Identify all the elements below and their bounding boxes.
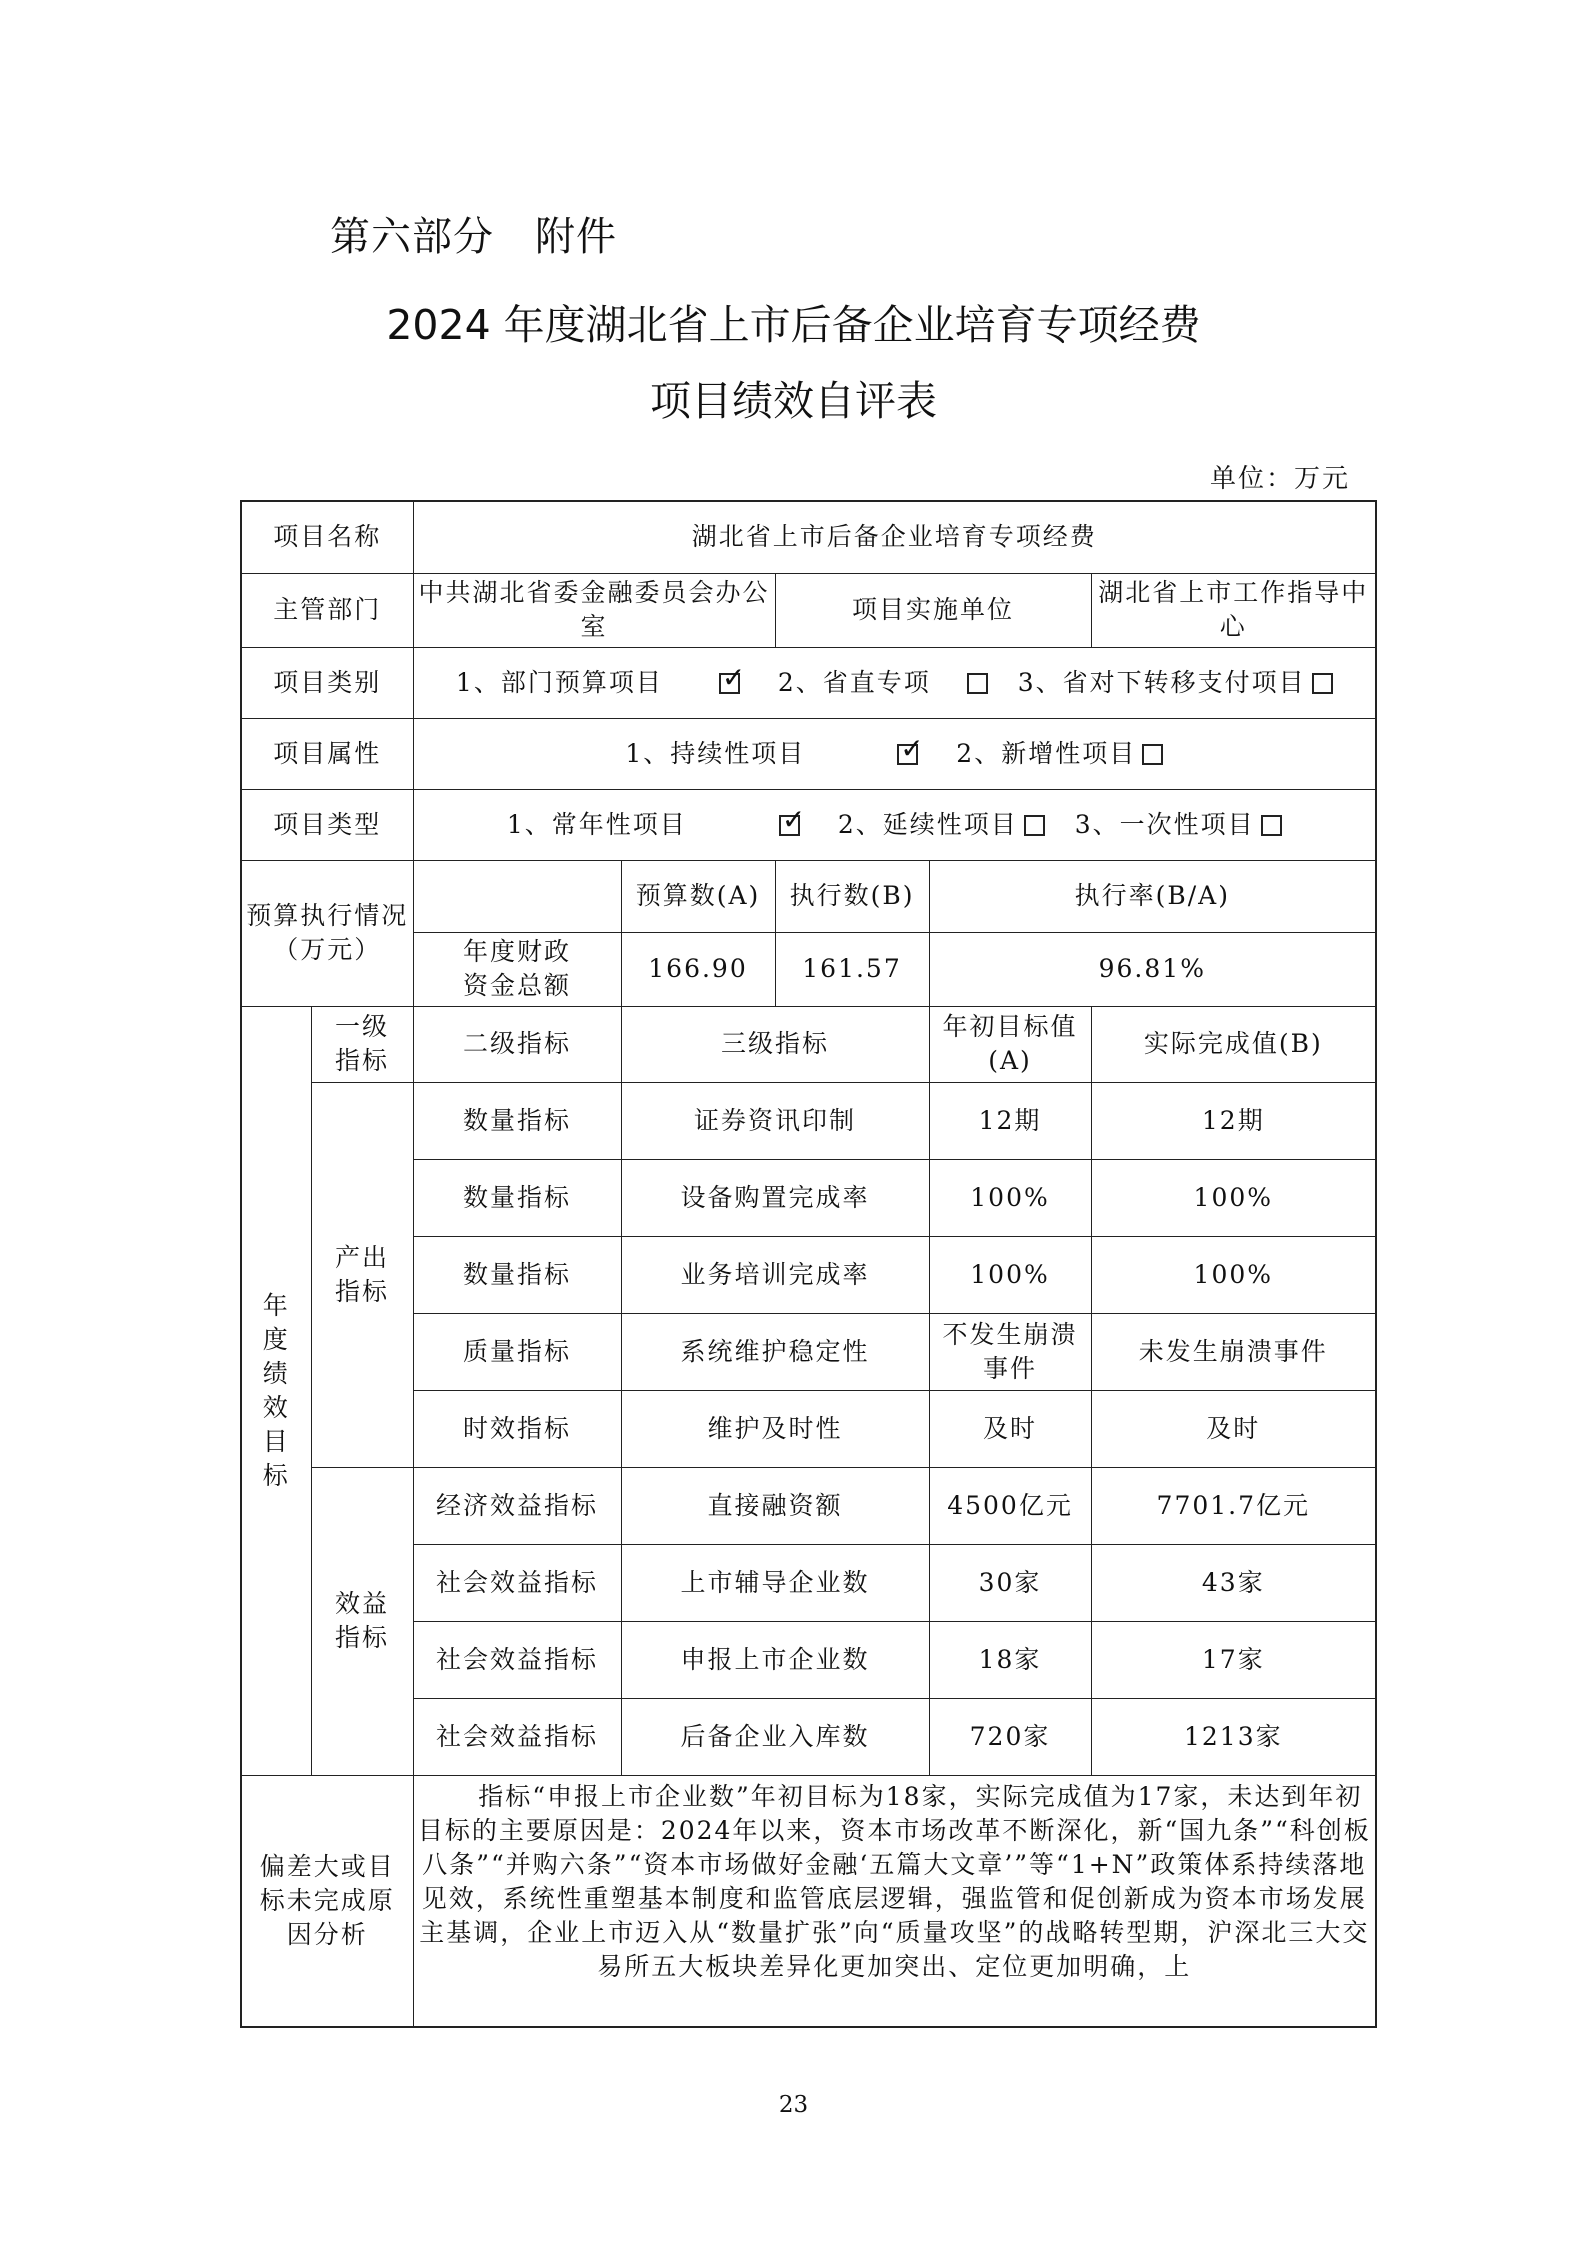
- part-heading: 第六部分 附件: [330, 214, 617, 260]
- page-number: 23: [778, 2092, 809, 2118]
- row-type: [241, 789, 1376, 860]
- deviation-label: 偏差大或目标未完成原因分析: [241, 1775, 413, 2027]
- level2-cell: 社会效益指标: [413, 1621, 621, 1698]
- budget-col-budget: 预算数(A): [621, 860, 775, 932]
- budget-value: 166.90: [621, 932, 775, 1006]
- dept-value: 中共湖北省委金融委员会办公室: [413, 573, 775, 647]
- budget-row-label: 年度财政资金总额: [413, 932, 621, 1006]
- indicator-section-label: 年度绩效目标: [241, 1006, 311, 1775]
- level2-cell: 数量指标: [413, 1236, 621, 1313]
- level2-cell: 时效指标: [413, 1390, 621, 1467]
- category-option-3-checkbox-icon[interactable]: [1312, 673, 1333, 694]
- rate-value: 96.81%: [929, 932, 1376, 1006]
- actual-cell: 1213家: [1091, 1698, 1376, 1775]
- row-department: [241, 573, 1376, 647]
- budget-col-rate: 执行率(B/A): [929, 860, 1376, 932]
- actual-cell: 100%: [1091, 1236, 1376, 1313]
- document-title-line2: 项目绩效自评表: [650, 377, 937, 425]
- attribute-option-2: 2、新增性项目: [956, 738, 1137, 768]
- actual-cell: 及时: [1091, 1390, 1376, 1467]
- budget-label: 预算执行情况（万元）: [241, 860, 413, 1006]
- level2-cell: 数量指标: [413, 1159, 621, 1236]
- attribute-label: 项目属性: [241, 718, 413, 789]
- deviation-text-clip: [418, 1780, 1372, 2022]
- target-cell: 及时: [929, 1390, 1091, 1467]
- type-option-2-checkbox-icon[interactable]: [1024, 815, 1045, 836]
- type-option-1-checkbox-checked-icon[interactable]: [779, 815, 800, 836]
- level3-cell: 后备企业入库数: [621, 1698, 929, 1775]
- attribute-option-2-checkbox-icon[interactable]: [1142, 744, 1163, 765]
- row-category: [241, 647, 1376, 718]
- target-cell: 100%: [929, 1159, 1091, 1236]
- category-options: [413, 647, 1376, 718]
- target-cell: 30家: [929, 1544, 1091, 1621]
- target-cell: 18家: [929, 1621, 1091, 1698]
- budget-col-exec: 执行数(B): [775, 860, 929, 932]
- actual-cell: 7701.7亿元: [1091, 1467, 1376, 1544]
- header-level3: 三级指标: [621, 1006, 929, 1082]
- level3-cell: 证券资讯印制: [621, 1082, 929, 1159]
- actual-cell: 43家: [1091, 1544, 1376, 1621]
- deviation-text: 指标“申报上市企业数”年初目标为18家，实际完成值为17家，未达到年初目标的主要原因是：2024年以来，资本市场改革不断深化，新“国九条”“科创板八条”“并购六条”“资本市场做好金融‘五篇大文章’”等“1+N”政策体系持续落地见效，系统性重塑基本制度和监管底层逻辑，强监管和促创新成为资本市场发展主基调，企业上市迈入从“数量扩张”向“质量攻坚”的战略转型期，沪深北三大交易所五大板块差异化更加突出、定位更加明确，上: [417, 1781, 1371, 1981]
- row-deviation: [241, 1775, 1376, 2027]
- budget-blank-cell: [413, 860, 621, 932]
- type-options: [413, 789, 1376, 860]
- row-project-name: [241, 501, 1376, 573]
- document-title-line1: 2024 年度湖北省上市后备企业培育专项经费: [386, 301, 1201, 349]
- impl-unit-value: 湖北省上市工作指导中心: [1091, 573, 1376, 647]
- target-cell: 12期: [929, 1082, 1091, 1159]
- deviation-cell: [413, 1775, 1376, 2027]
- attribute-options: [413, 718, 1376, 789]
- group-benefit-label: 效益指标: [311, 1467, 413, 1775]
- row-indicator-header: [241, 1006, 1376, 1082]
- exec-value: 161.57: [775, 932, 929, 1006]
- header-target: 年初目标值(A): [929, 1006, 1091, 1082]
- project-name-value: 湖北省上市后备企业培育专项经费: [413, 501, 1376, 573]
- category-label: 项目类别: [241, 647, 413, 718]
- level2-cell: 社会效益指标: [413, 1544, 621, 1621]
- header-level2: 二级指标: [413, 1006, 621, 1082]
- table-row: [241, 1467, 1376, 1544]
- impl-unit-label: 项目实施单位: [775, 573, 1091, 647]
- self-evaluation-table: [240, 500, 1377, 2028]
- row-attribute: [241, 718, 1376, 789]
- level2-cell: 经济效益指标: [413, 1467, 621, 1544]
- target-cell: 720家: [929, 1698, 1091, 1775]
- type-option-3-checkbox-icon[interactable]: [1261, 815, 1282, 836]
- level3-cell: 申报上市企业数: [621, 1621, 929, 1698]
- type-option-2: 2、延续性项目: [837, 809, 1018, 839]
- level3-cell: 业务培训完成率: [621, 1236, 929, 1313]
- attribute-option-1: 1、持续性项目: [625, 738, 806, 768]
- level3-cell: 系统维护稳定性: [621, 1313, 929, 1390]
- category-option-2-checkbox-icon[interactable]: [967, 673, 988, 694]
- unit-label: 单位：万元: [1209, 464, 1350, 494]
- header-level1: 一级指标: [311, 1006, 413, 1082]
- type-option-3: 3、一次性项目: [1074, 809, 1255, 839]
- header-actual: 实际完成值(B): [1091, 1006, 1376, 1082]
- level2-cell: 数量指标: [413, 1082, 621, 1159]
- level3-cell: 直接融资额: [621, 1467, 929, 1544]
- group-output-label: 产出指标: [311, 1082, 413, 1467]
- dept-label: 主管部门: [241, 573, 413, 647]
- actual-cell: 100%: [1091, 1159, 1376, 1236]
- actual-cell: 未发生崩溃事件: [1091, 1313, 1376, 1390]
- row-budget-header: [241, 860, 1376, 932]
- actual-cell: 17家: [1091, 1621, 1376, 1698]
- project-name-label: 项目名称: [241, 501, 413, 573]
- level3-cell: 维护及时性: [621, 1390, 929, 1467]
- level3-cell: 上市辅导企业数: [621, 1544, 929, 1621]
- target-cell: 不发生崩溃事件: [929, 1313, 1091, 1390]
- level2-cell: 质量指标: [413, 1313, 621, 1390]
- level2-cell: 社会效益指标: [413, 1698, 621, 1775]
- category-option-1: 1、部门预算项目: [455, 667, 663, 697]
- target-cell: 4500亿元: [929, 1467, 1091, 1544]
- type-option-1: 1、常年性项目: [506, 809, 687, 839]
- type-label: 项目类型: [241, 789, 413, 860]
- table-row: [241, 1082, 1376, 1159]
- category-option-2: 2、省直专项: [777, 667, 931, 697]
- target-cell: 100%: [929, 1236, 1091, 1313]
- attribute-option-1-checkbox-checked-icon[interactable]: [897, 744, 918, 765]
- category-option-1-checkbox-checked-icon[interactable]: [719, 673, 740, 694]
- level3-cell: 设备购置完成率: [621, 1159, 929, 1236]
- actual-cell: 12期: [1091, 1082, 1376, 1159]
- category-option-3: 3、省对下转移支付项目: [1017, 667, 1306, 697]
